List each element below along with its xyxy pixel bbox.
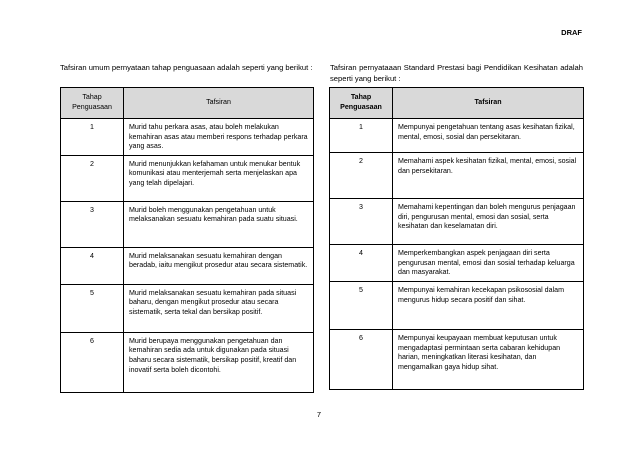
col-header-description: Tafsiran [124,88,314,119]
level-cell: 1 [61,119,124,156]
table-row [61,284,314,332]
left-intro-text: Tafsiran umum pernyataan tahap penguasaan adalah seperti yang berikut : [60,63,313,72]
level-cell: 2 [330,153,393,199]
description-cell: Murid tahu perkara asas, atau boleh melakukan kemahiran asas atau memberi respons terhadap perkara yang asas. [124,119,314,156]
description-cell: Memahami kepentingan dan boleh mengurus penjagaan diri, pengurusan mental, emosi dan sosial, serta kesihatan dan keselamatan diri. [393,199,584,245]
table-row [61,201,314,247]
table-row [330,153,584,199]
draft-label: DRAF [561,28,582,37]
right-intro-text: Tafsiran pernyataaan Standard Prestasi bagi Pendidikan Kesihatan adalah seperti yang berikut : [330,63,583,83]
table-row [330,199,584,245]
level-cell: 6 [61,332,124,392]
health-education-table [329,87,584,390]
col-header-level: Tahap Penguasaan [330,88,393,119]
col-header-level: Tahap Penguasaan [61,88,124,119]
description-cell: Memahami aspek kesihatan fizikal, mental, emosi, sosial dan persekitaran. [393,153,584,199]
table-row [330,119,584,153]
general-mastery-table [60,87,314,393]
level-cell: 2 [61,155,124,201]
description-cell: Murid berupaya menggunakan pengetahuan dan kemahiran sedia ada untuk digunakan pada situasi baharu secara sistematik, bersikap positif, kreatif dan inovatif serta boleh dicontohi. [124,332,314,392]
level-cell: 4 [330,245,393,282]
col-header-description: Tafsiran [393,88,584,119]
level-cell: 3 [330,199,393,245]
description-cell: Murid menunjukkan kefahaman untuk menukar bentuk komunikasi atau menterjemah serta menjelaskan apa yang telah dipelajari. [124,155,314,201]
table-header-row [61,88,314,119]
table-row [330,282,584,330]
table-row [330,330,584,390]
table-header-row [330,88,584,119]
level-cell: 5 [61,284,124,332]
level-cell: 1 [330,119,393,153]
description-cell: Murid boleh menggunakan pengetahuan untuk melaksanakan sesuatu kemahiran pada suatu situasi. [124,201,314,247]
description-cell: Memperkembangkan aspek penjagaan diri serta pengurusan mental, emosi dan sosial terhadap keluarga dan masyarakat. [393,245,584,282]
table-row [61,119,314,156]
page-number: 7 [316,410,322,419]
table-row [61,332,314,392]
description-cell: Murid melaksanakan sesuatu kemahiran pada situasi baharu, dengan mengikut prosedur atau secara sistematik, serta tekal dan bersikap positif. [124,284,314,332]
table-row [330,245,584,282]
table-row [61,247,314,284]
description-cell: Murid melaksanakan sesuatu kemahiran dengan beradab, iaitu mengikut prosedur atau secara sistematik. [124,247,314,284]
level-cell: 4 [61,247,124,284]
level-cell: 5 [330,282,393,330]
description-cell: Mempunyai pengetahuan tentang asas kesihatan fizikal, mental, emosi, sosial dan persekitaran. [393,119,584,153]
level-cell: 6 [330,330,393,390]
level-cell: 3 [61,201,124,247]
description-cell: Mempunyai kemahiran kecekapan psikososial dalam mengurus hidup secara positif dan sihat. [393,282,584,330]
table-row [61,155,314,201]
description-cell: Mempunyai keupayaan membuat keputusan untuk mengadaptasi permintaan serta cabaran kehidupan harian, meningkatkan literasi kesihatan, dan mengamalkan gaya hidup sihat. [393,330,584,390]
